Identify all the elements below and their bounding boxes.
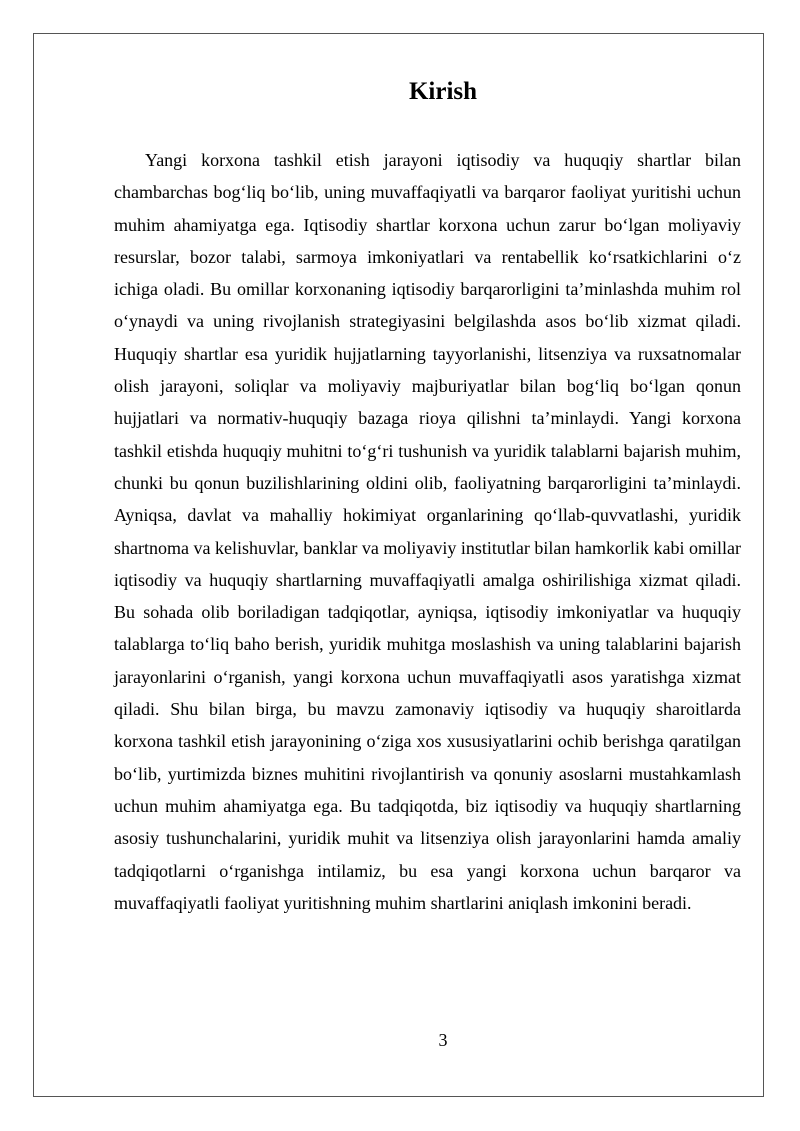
- body-paragraph: Yangi korxona tashkil etish jarayoni iqtisodiy va huquqiy shartlar bilan chambarchas bog‘liq bo‘lib, uning muvaffaqiyatli va barqaror faoliyat yuritishi uchun muhim ahamiyatga ega. Iqtisodiy shartlar korxona uchun zarur bo‘lgan moliyaviy resurslar, bozor talabi, sarmoya imkoniyatlari va rentabellik ko‘rsatkichlarini o‘z ichiga oladi. Bu omillar korxonaning iqtisodiy barqarorligini ta’minlashda muhim rol o‘ynaydi va uning rivojlanish strategiyasini belgilashda asos bo‘lib xizmat qiladi. Huquqiy shartlar esa yuridik hujjatlarning tayyorlanishi, litsenziya va ruxsatnomalar olish jarayoni, soliqlar va moliyaviy majburiyatlar bilan bog‘liq bo‘lgan qonun hujjatlari va normativ-huquqiy bazaga rioya qilishni ta’minlaydi. Yangi korxona tashkil etishda huquqiy muhitni to‘g‘ri tushunish va yuridik talablarni bajarish muhim, chunki bu qonun buzilishlarining oldini olib, faoliyatning barqarorligini ta’minlaydi. Ayniqsa, davlat va mahalliy hokimiyat organlarining qo‘llab-quvvatlashi, yuridik shartnoma va kelishuvlar, banklar va moliyaviy institutlar bilan hamkorlik kabi omillar iqtisodiy va huquqiy shartlarning muvaffaqiyatli amalga oshirilishiga xizmat qiladi. Bu sohada olib boriladigan tadqiqotlar, ayniqsa, iqtisodiy imkoniyatlar va huquqiy talablarga to‘liq baho berish, yuridik muhitga moslashish va uning talablarini bajarish jarayonlarini o‘rganish, yangi korxona uchun muvaffaqiyatli asos yaratishga xizmat qiladi. Shu bilan birga, bu mavzu zamonaviy iqtisodiy va huquqiy sharoitlarda korxona tashkil etish jarayonining o‘ziga xos xususiyatlarini ochib berishga qaratilgan bo‘lib, yurtimizda biznes muhitini rivojlantirish va qonuniy asoslarni mustahkamlash uchun muhim ahamiyatga ega. Bu tadqiqotda, biz iqtisodiy va huquqiy shartlarning asosiy tushunchalarini, yuridik muhit va litsenziya olish jarayonlarini hamda amaliy tadqiqotlarni o‘rganishga intilamiz, bu esa yangi korxona uchun barqaror va muvaffaqiyatli faoliyat yuritishning muhim shartlarini aniqlash imkonini beradi.: [114, 150, 741, 913]
- page-number: 3: [438, 1030, 448, 1050]
- page-title: Kirish: [408, 78, 478, 105]
